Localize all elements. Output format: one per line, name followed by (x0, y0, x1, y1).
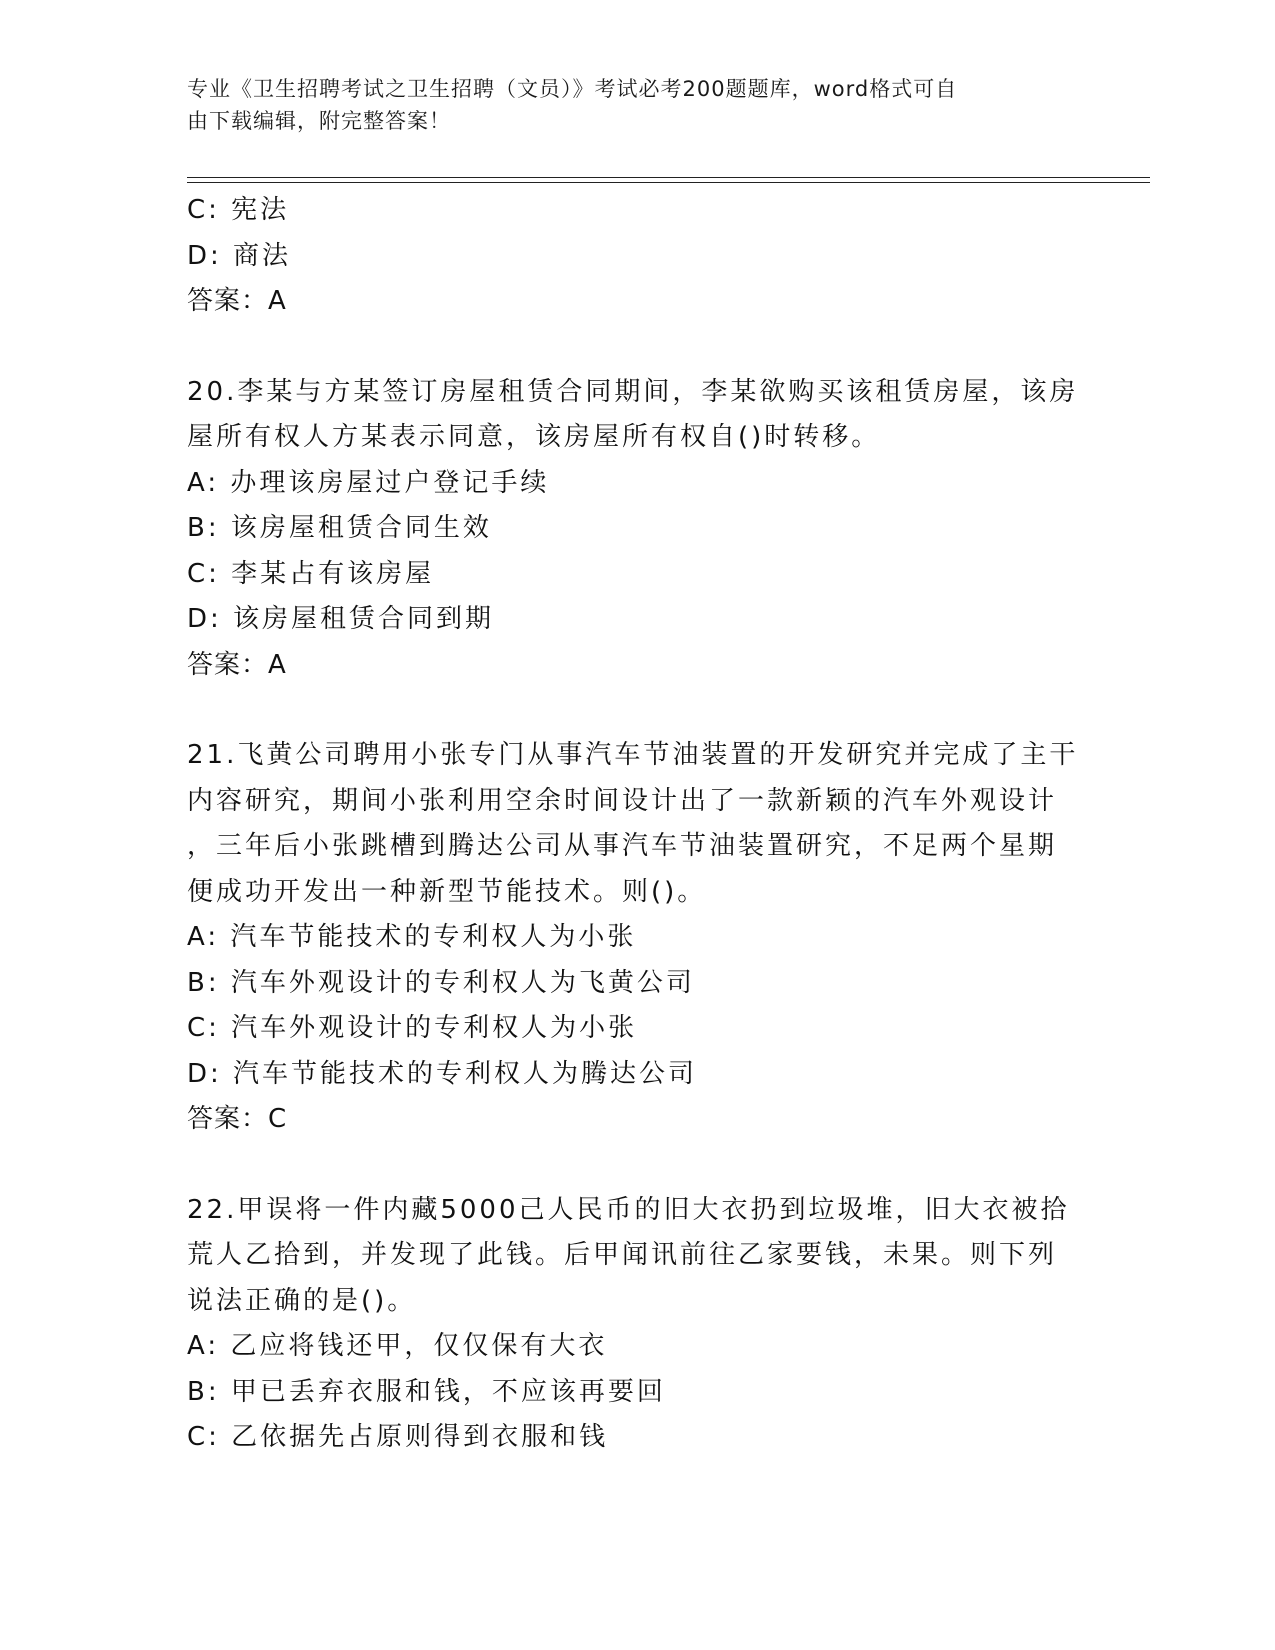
option-line: D: 该房屋租赁合同到期 (187, 604, 495, 634)
question-21 (187, 733, 1087, 1143)
spacer (187, 688, 1087, 733)
question-22 (187, 1188, 1087, 1461)
answer-line: 答案：A (187, 649, 287, 680)
option-line: A: 乙应将钱还甲，仅仅保有大衣 (187, 1331, 608, 1361)
option-line: B: 汽车外观设计的专利权人为飞黄公司 (187, 967, 695, 998)
page-header (187, 73, 1067, 137)
question-text-line: 屋所有权人方某表示同意，该房屋所有权自()时转移。 (187, 422, 881, 452)
spacer (187, 1143, 1087, 1188)
question-text-line: 荒人乙拾到，并发现了此钱。后甲闻讯前往乙家要钱，未果。则下列 (187, 1240, 1058, 1270)
header-line-2: 由下载编辑，附完整答案！ (187, 109, 451, 133)
option-line: C: 汽车外观设计的专利权人为小张 (187, 1013, 638, 1043)
header-divider-top (187, 177, 1150, 178)
option-line: A: 办理该房屋过户登记手续 (187, 467, 550, 498)
question-text-line: 说法正确的是()。 (187, 1285, 417, 1316)
question-text-line: 便成功开发出一种新型节能技术。则()。 (187, 876, 707, 907)
answer-line: 答案：C (187, 1104, 288, 1134)
option-line: D: 商法 (187, 240, 292, 271)
option-line: C: 乙依据先占原则得到衣服和钱 (187, 1422, 609, 1452)
spacer (187, 325, 1087, 370)
answer-line: 答案：A (187, 286, 287, 316)
document-body (187, 188, 1087, 1461)
question-20 (187, 370, 1087, 689)
question-text-line: 22.甲误将一件内藏5000己人民币的旧大衣扔到垃圾堆，旧大衣被拾 (187, 1194, 1070, 1225)
option-line: B: 该房屋租赁合同生效 (187, 513, 492, 543)
header-line-1: 专业《卫生招聘考试之卫生招聘（文员）》考试必考200题题库，word格式可自 (187, 77, 958, 101)
option-line: A: 汽车节能技术的专利权人为小张 (187, 922, 637, 952)
question-text-line: 内容研究，期间小张利用空余时间设计出了一款新颖的汽车外观设计 (187, 785, 1058, 816)
header-divider-bottom (187, 182, 1150, 183)
question-text-line: ，三年后小张跳槽到腾达公司从事汽车节油装置研究，不足两个星期 (187, 831, 1058, 861)
option-line: B: 甲已丢弃衣服和钱，不应该再要回 (187, 1376, 666, 1407)
question-text-line: 21.飞黄公司聘用小张专门从事汽车节油装置的开发研究并完成了主干 (187, 740, 1079, 770)
previous-question-tail (187, 188, 1087, 325)
option-line: D: 汽车节能技术的专利权人为腾达公司 (187, 1058, 698, 1089)
option-line: C: 宪法 (187, 195, 290, 225)
question-text-line: 20.李某与方某签订房屋租赁合同期间，李某欲购买该租赁房屋，该房 (187, 376, 1079, 407)
option-line: C: 李某占有该房屋 (187, 558, 435, 589)
